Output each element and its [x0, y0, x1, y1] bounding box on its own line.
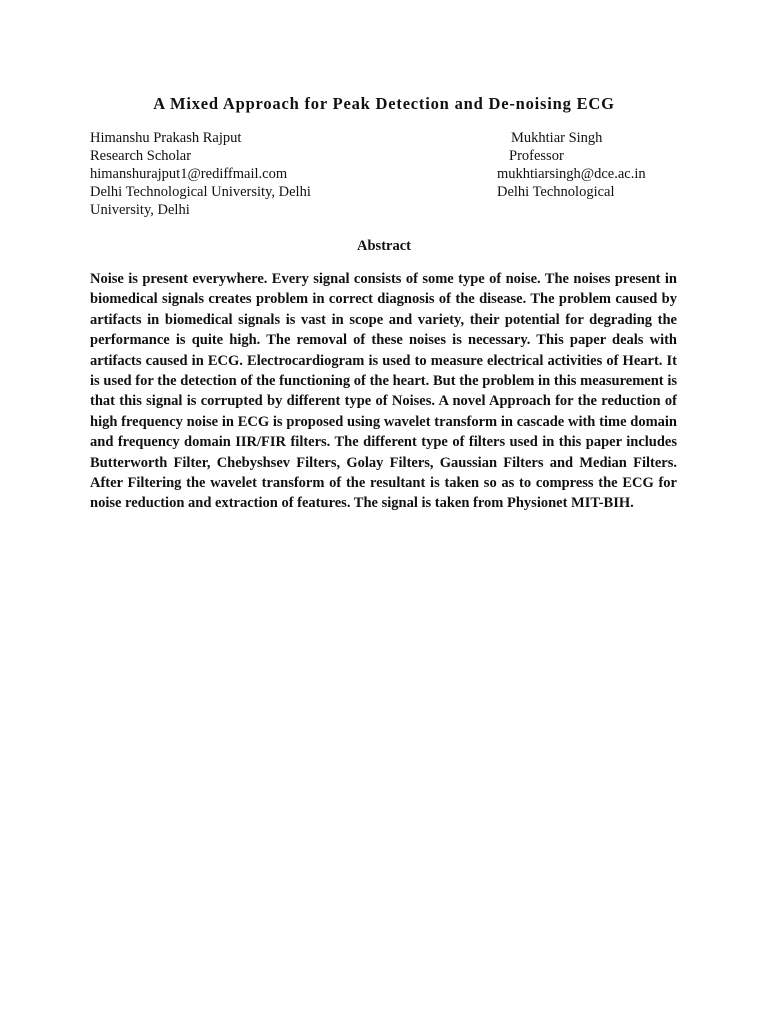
author-affiliation-line1: Delhi Technological: [497, 184, 615, 200]
author-name: Mukhtiar Singh: [511, 130, 603, 146]
author-name: Himanshu Prakash Rajput: [90, 130, 242, 146]
author-affiliation-line2: University, Delhi: [90, 202, 190, 218]
author-email: himanshurajput1@rediffmail.com: [90, 166, 288, 182]
author-block-second: [497, 129, 646, 201]
abstract-heading: Abstract: [357, 238, 411, 254]
author-email: mukhtiarsingh@dce.ac.in: [497, 166, 646, 182]
author-role: Research Scholar: [90, 148, 192, 164]
author-role: Professor: [509, 148, 564, 164]
paper-title: A Mixed Approach for Peak Detection and De-noising ECG: [153, 94, 615, 113]
author-block-first: [90, 129, 311, 219]
abstract-body: Noise is present everywhere. Every signal consists of some type of noise. The noises present in biomedical signals creates problem in correct diagnosis of the disease. The problem caused by artifacts in biomedical signals is vast in scope and variety, their potential for degrading the performance is quite high. The removal of these noises is necessary. This paper deals with artifacts caused in ECG. Electrocardiogram is used to measure electrical activities of Heart. It is used for the detection of the functioning of the heart. But the problem in this measurement is that this signal is corrupted by different type of Noises. A novel Approach for the reduction of high frequency noise in ECG is proposed using wavelet transform in cascade with time domain and frequency domain IIR/FIR filters. The different type of filters used in this paper includes Butterworth Filter, Chebyshsev Filters, Golay Filters, Gaussian Filters and Median Filters. After Filtering the wavelet transform of the resultant is taken so as to compress the ECG for noise reduction and extraction of features. The signal is taken from Physionet MIT-BIH.: [90, 271, 677, 512]
author-affiliation-line1: Delhi Technological University, Delhi: [90, 184, 311, 200]
